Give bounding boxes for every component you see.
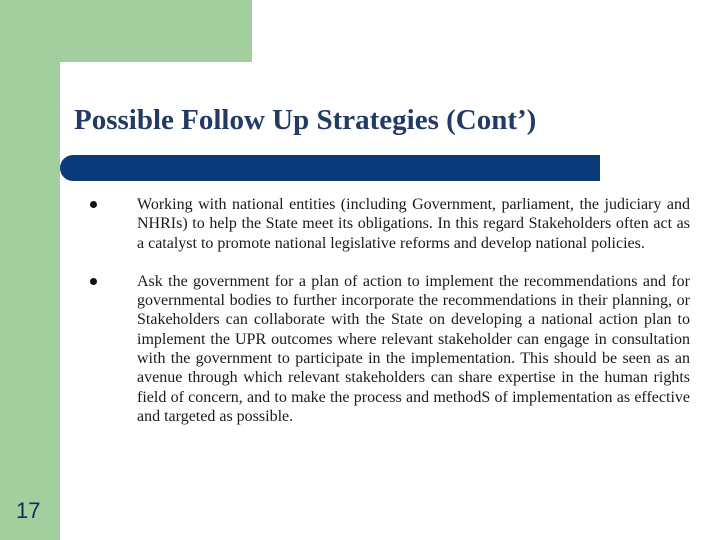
bullet-item [84,272,690,426]
bullet-dot-icon [90,201,97,208]
bullet-list [84,195,690,426]
bullet-text: Working with national entities (including Government, parliament, the judiciary and NHRIs) to help the State meet its obligations. In this regard Stakeholders often act as a catalyst to promote national legislative reforms and develop national policies. [137,196,690,252]
page-number: 17 [16,498,41,523]
bullet-text: Ask the government for a plan of action to implement the recommendations and for governmental bodies to further incorporate the recommendations in their planning, or Stakeholders can collaborate with the State on developing a national action plan to implement the UPR outcomes where relevant stakeholder can engage in consultation with the government to participate in the implementation. This should be seen as an avenue through which relevant stakeholders can share expertise in the human rights field of concern, and to make the process and methodS of implementation as effective and targeted as possible. [137,272,690,425]
title-underline-bar [60,155,600,181]
decorative-green-left-band [0,0,60,540]
bullet-dot-icon [90,278,97,285]
bullet-item [84,195,690,253]
slide-title: Possible Follow Up Strategies (Cont’) [74,104,537,136]
